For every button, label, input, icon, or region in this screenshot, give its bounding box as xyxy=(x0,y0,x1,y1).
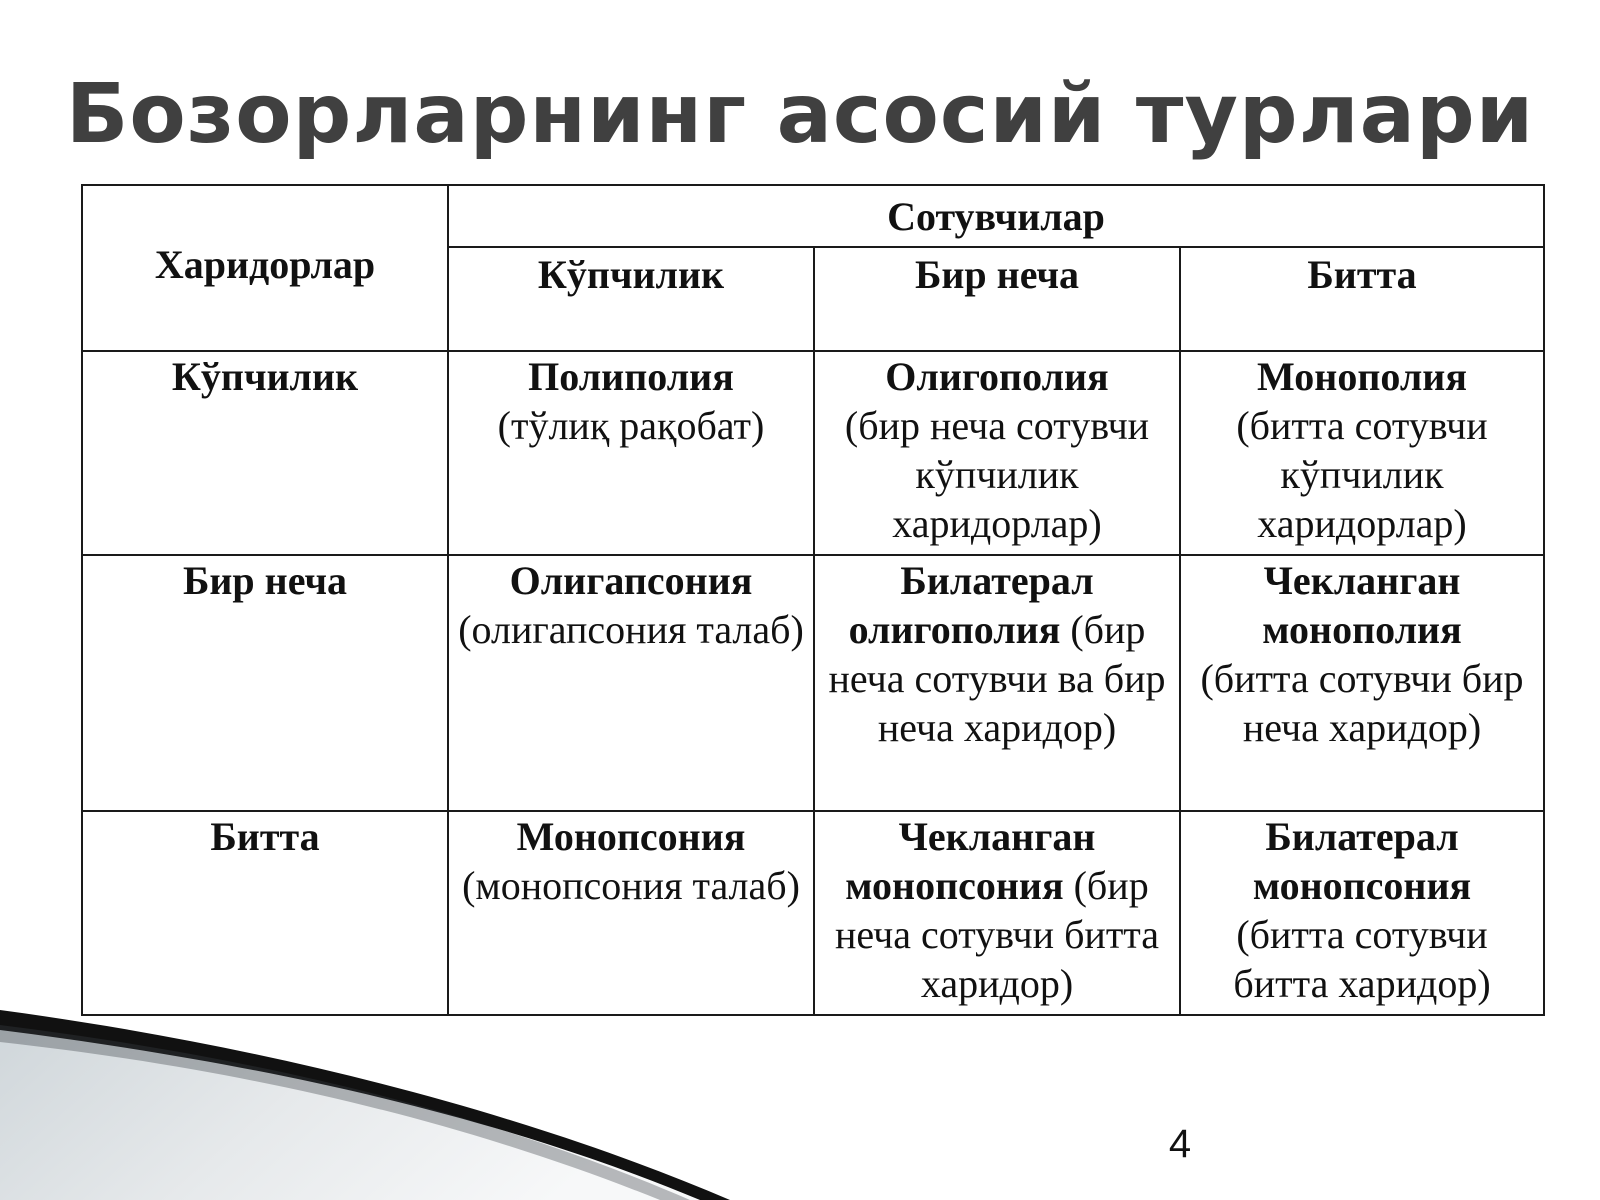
market-cell xyxy=(448,555,814,811)
market-cell xyxy=(448,811,814,1015)
market-type-name: Монопсония xyxy=(516,814,746,859)
row-label-text: Кўпчилик xyxy=(171,354,359,399)
swoosh-highlight xyxy=(0,1025,690,1200)
sellers-header: Сотувчилар xyxy=(887,193,1105,239)
seller-col-label: Битта xyxy=(1307,252,1417,298)
market-type-name: Билатерал олигополия xyxy=(848,558,1094,652)
swoosh-dark-band xyxy=(0,1010,730,1200)
row-label-text: Бир неча xyxy=(182,558,348,603)
seller-col-header-few xyxy=(814,247,1180,351)
market-type-name: Билатерал монопсония xyxy=(1252,814,1472,908)
market-type-description: (битта сотувчи битта харидор) xyxy=(1233,912,1491,1006)
buyers-row-label xyxy=(82,351,448,555)
market-cell xyxy=(448,351,814,555)
market-type-description: (бир неча сотувчи ва бир неча харидор) xyxy=(828,607,1166,750)
market-types-table xyxy=(81,184,1545,1016)
market-type-name: Полиполия xyxy=(528,354,734,399)
sellers-header-cell xyxy=(448,185,1544,247)
market-type-name: Монополия xyxy=(1257,354,1467,399)
slide-title: Бозорларнинг асосий турлари xyxy=(65,67,1535,162)
row-label-text: Битта xyxy=(210,814,320,859)
buyers-header-cell xyxy=(82,185,448,351)
buyers-row-label xyxy=(82,811,448,1015)
market-type-name: Олигапсония xyxy=(509,558,753,603)
market-type-description: (олигапсония талаб) xyxy=(458,607,804,652)
market-type-name: Чекланган монополия xyxy=(1262,558,1462,652)
market-type-description: (бир неча сотувчи кўпчилик харидорлар) xyxy=(844,403,1150,546)
market-type-name: Чекланган монопсония xyxy=(845,814,1096,908)
market-cell xyxy=(814,555,1180,811)
table-row xyxy=(82,351,1544,555)
table-row xyxy=(82,555,1544,811)
buyers-header: Харидорлар xyxy=(154,241,376,287)
market-type-description: (битта сотувчи кўпчилик харидорлар) xyxy=(1236,403,1488,546)
seller-col-header-many xyxy=(448,247,814,351)
market-cell xyxy=(1180,811,1544,1015)
market-cell xyxy=(814,811,1180,1015)
page-number: 4 xyxy=(1168,1122,1192,1166)
seller-col-label: Кўпчилик xyxy=(537,252,725,298)
seller-col-label: Бир неча xyxy=(914,252,1080,298)
buyers-row-label xyxy=(82,555,448,811)
table-row xyxy=(82,811,1544,1015)
market-cell xyxy=(1180,555,1544,811)
market-cell xyxy=(814,351,1180,555)
market-cell xyxy=(1180,351,1544,555)
market-type-name: Олигополия xyxy=(885,354,1109,399)
swoosh-light-band xyxy=(0,1018,700,1200)
market-type-description: (монопсония талаб) xyxy=(462,863,800,908)
market-type-description: (тўлиқ рақобат) xyxy=(497,403,765,448)
seller-col-header-one xyxy=(1180,247,1544,351)
market-type-description: (битта сотувчи бир неча харидор) xyxy=(1200,656,1524,750)
market-type-description: (бир неча сотувчи битта харидор) xyxy=(834,863,1160,1006)
